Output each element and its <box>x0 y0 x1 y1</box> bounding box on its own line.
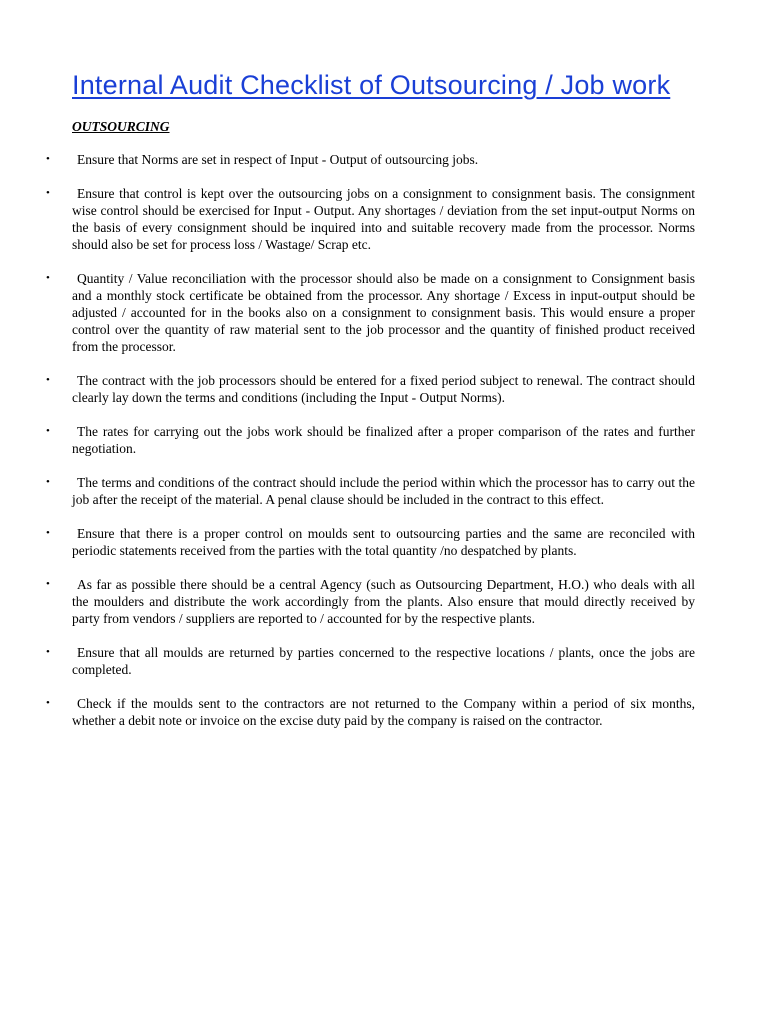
bullet-icon: • <box>46 187 50 199</box>
list-item-text: The contract with the job processors should be entered for a fixed period subject to renewal. The contract should clearly lay down the terms and conditions (including the Input - Output Norms). <box>72 373 695 405</box>
list-item-text: As far as possible there should be a central Agency (such as Outsourcing Department, H.O.) who deals with all the moulders and distribute the work accordingly from the plants. Also ensure that mould directly received by party from vendors / suppliers are reported to / accounted for by the respective plants. <box>72 577 695 626</box>
list-item <box>46 270 695 355</box>
bullet-icon: • <box>46 527 50 539</box>
list-item <box>46 525 695 559</box>
checklist <box>46 151 695 729</box>
list-item-text: Ensure that all moulds are returned by parties concerned to the respective locations / plants, once the jobs are completed. <box>72 645 695 677</box>
list-item <box>46 695 695 729</box>
bullet-icon: • <box>46 646 50 658</box>
list-item-text: Quantity / Value reconciliation with the processor should also be made on a consignment to Consignment basis and a monthly stock certificate be obtained from the processor. Any shortage / Excess in input-output should be adjusted / accounted for in the books also on a consignment to consignment basis. This would ensure a proper control over the quantity of raw material sent to the job processor and the quantity of finished product received from the processor. <box>72 271 695 354</box>
list-item-text: The rates for carrying out the jobs work should be finalized after a proper comparison of the rates and further negotiation. <box>72 424 695 456</box>
list-item-text: Ensure that there is a proper control on moulds sent to outsourcing parties and the same are reconciled with periodic statements received from the parties with the total quantity /no despatched by plants. <box>72 526 695 558</box>
list-item <box>46 644 695 678</box>
list-item-text: The terms and conditions of the contract should include the period within which the processor has to carry out the job after the receipt of the material. A penal clause should be included in the contract to this effect. <box>72 475 695 507</box>
bullet-icon: • <box>46 272 50 284</box>
page-title: Internal Audit Checklist of Outsourcing / Job work <box>72 70 671 100</box>
list-item-text: Check if the moulds sent to the contractors are not returned to the Company within a period of six months, whether a debit note or invoice on the excise duty paid by the company is raised on the contractor. <box>72 696 695 728</box>
list-item <box>46 474 695 508</box>
list-item <box>46 151 695 168</box>
bullet-icon: • <box>46 476 50 488</box>
bullet-icon: • <box>46 153 50 165</box>
list-item <box>46 372 695 406</box>
bullet-icon: • <box>46 578 50 590</box>
bullet-icon: • <box>46 374 50 386</box>
list-item-text: Ensure that Norms are set in respect of Input - Output of outsourcing jobs. <box>77 152 479 167</box>
bullet-icon: • <box>46 697 50 709</box>
bullet-icon: • <box>46 425 50 437</box>
list-item <box>46 185 695 253</box>
list-item-text: Ensure that control is kept over the outsourcing jobs on a consignment to consignment basis. The consignment wise control should be exercised for Input - Output. Any shortages / deviation from the set input-output Norms on the basis of every consignment should be inquired into and suitable recovery made from the processor. Norms should also be set for process loss / Wastage/ Scrap etc. <box>72 186 695 252</box>
list-item <box>46 423 695 457</box>
section-heading: OUTSOURCING <box>72 119 170 134</box>
list-item <box>46 576 695 627</box>
